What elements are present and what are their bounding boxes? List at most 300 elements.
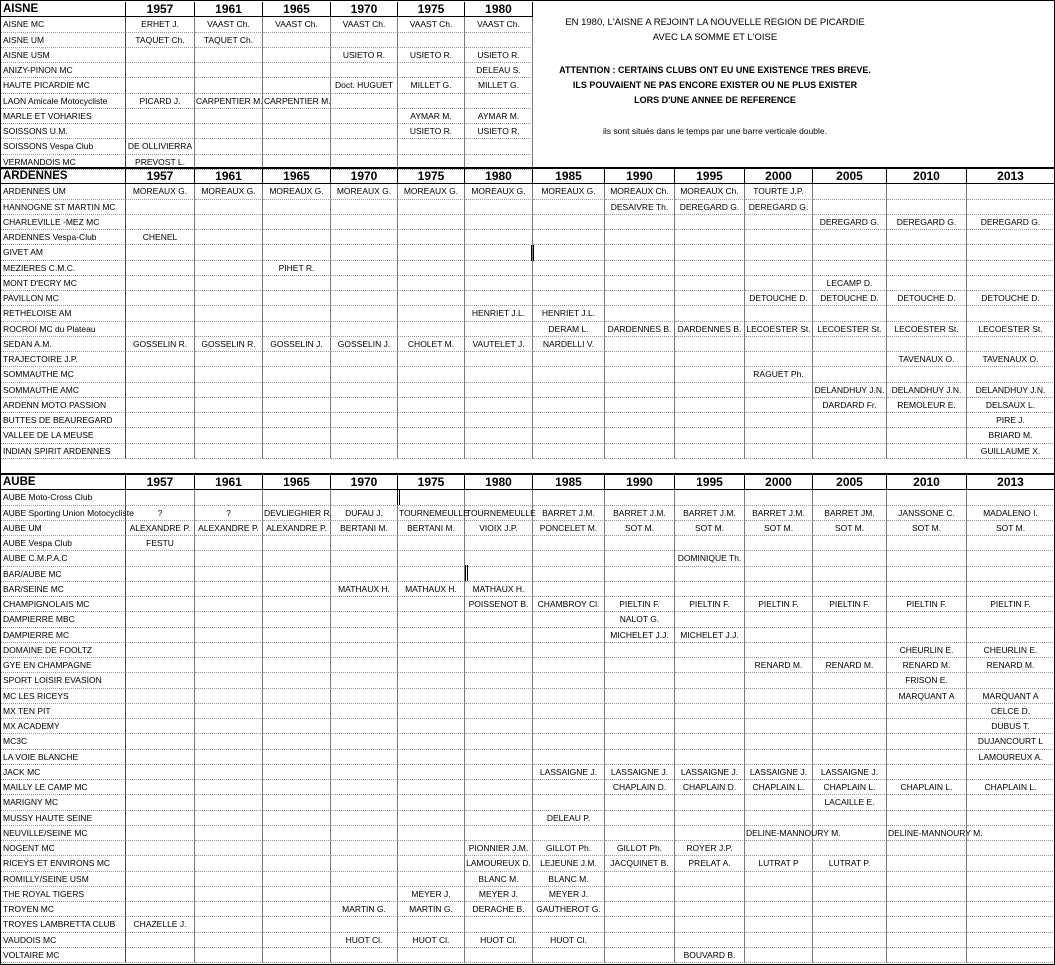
table-cell[interactable] [195, 567, 263, 582]
table-cell[interactable] [605, 261, 675, 276]
club-name[interactable]: RICEYS ET ENVIRONS MC [0, 856, 126, 871]
table-cell[interactable] [813, 872, 887, 887]
table-cell[interactable] [195, 245, 263, 260]
table-cell[interactable] [533, 291, 605, 306]
table-cell[interactable] [126, 383, 195, 398]
table-cell[interactable]: BRIARD M. [967, 428, 1055, 443]
table-cell[interactable] [195, 704, 263, 719]
table-cell[interactable] [967, 795, 1055, 810]
table-cell[interactable] [675, 413, 745, 428]
table-cell[interactable] [126, 398, 195, 413]
table-cell[interactable] [398, 306, 465, 321]
table-cell[interactable] [263, 139, 331, 154]
club-name[interactable]: AUBE C.M.P.A.C [0, 551, 126, 566]
table-cell[interactable] [398, 398, 465, 413]
table-cell[interactable] [126, 551, 195, 566]
table-cell[interactable]: MOREAUX G. [331, 184, 398, 199]
table-cell[interactable]: DUFAU J. [331, 506, 398, 521]
table-cell[interactable] [533, 200, 605, 215]
table-cell[interactable] [331, 795, 398, 810]
table-cell[interactable]: DEREGARD G. [813, 215, 887, 230]
club-name[interactable]: THE ROYAL TIGERS [0, 887, 126, 902]
table-cell[interactable] [331, 658, 398, 673]
table-cell[interactable] [605, 948, 675, 963]
table-cell[interactable] [331, 536, 398, 551]
table-cell[interactable]: HENRIET J.L. [465, 306, 533, 321]
club-name[interactable]: MUSSY HAUTE SEINE [0, 811, 126, 826]
table-cell[interactable] [398, 765, 465, 780]
table-cell[interactable] [263, 841, 331, 856]
table-cell[interactable]: DOMINIQUE Th. [675, 551, 745, 566]
table-cell[interactable] [195, 658, 263, 673]
table-cell[interactable] [813, 826, 887, 841]
table-cell[interactable]: LECOESTER St. [745, 322, 813, 337]
table-cell[interactable]: PIELTIN F. [605, 597, 675, 612]
table-cell[interactable] [263, 215, 331, 230]
table-cell[interactable] [126, 215, 195, 230]
table-cell[interactable] [605, 551, 675, 566]
table-cell[interactable] [745, 612, 813, 627]
table-cell[interactable] [745, 230, 813, 245]
table-cell[interactable]: SOT M. [605, 521, 675, 536]
club-name[interactable]: PAVILLON MC [0, 291, 126, 306]
table-cell[interactable] [605, 536, 675, 551]
club-name[interactable]: AUBE Moto-Cross Club [0, 490, 126, 505]
table-cell[interactable] [263, 811, 331, 826]
table-cell[interactable] [967, 245, 1055, 260]
table-cell[interactable]: MOREAUX G. [263, 184, 331, 199]
table-cell[interactable] [887, 948, 967, 963]
table-cell[interactable] [398, 551, 465, 566]
table-cell[interactable] [533, 215, 605, 230]
table-cell[interactable] [195, 689, 263, 704]
table-cell[interactable] [126, 689, 195, 704]
table-cell[interactable] [813, 673, 887, 688]
table-cell[interactable] [533, 795, 605, 810]
table-cell[interactable] [126, 352, 195, 367]
table-cell[interactable] [126, 841, 195, 856]
table-cell[interactable] [887, 444, 967, 459]
table-cell[interactable]: TOURTE J.P. [745, 184, 813, 199]
table-cell[interactable] [675, 245, 745, 260]
table-cell[interactable] [331, 413, 398, 428]
table-cell[interactable] [675, 750, 745, 765]
club-name[interactable]: VAUDOIS MC [0, 933, 126, 948]
table-cell[interactable] [263, 673, 331, 688]
table-cell[interactable] [398, 826, 465, 841]
table-cell[interactable] [126, 48, 195, 63]
table-cell[interactable] [263, 917, 331, 932]
table-cell[interactable] [263, 551, 331, 566]
club-name[interactable]: SOMMAUTHE MC [0, 367, 126, 382]
table-cell[interactable]: GUILLAUME X. [967, 444, 1055, 459]
table-cell[interactable] [887, 811, 967, 826]
table-cell[interactable]: CELCE D. [967, 704, 1055, 719]
table-cell[interactable]: USIETO R. [398, 124, 465, 139]
table-cell[interactable] [195, 917, 263, 932]
table-cell[interactable] [967, 673, 1055, 688]
table-cell[interactable] [745, 872, 813, 887]
table-cell[interactable] [195, 261, 263, 276]
table-cell[interactable] [967, 612, 1055, 627]
table-cell[interactable] [675, 428, 745, 443]
table-cell[interactable]: JACQUINET B. [605, 856, 675, 871]
table-cell[interactable] [813, 902, 887, 917]
club-name[interactable]: AISNE USM [0, 48, 126, 63]
table-cell[interactable] [398, 352, 465, 367]
table-cell[interactable] [398, 628, 465, 643]
table-cell[interactable] [263, 933, 331, 948]
table-cell[interactable] [605, 933, 675, 948]
table-cell[interactable]: LECOESTER St. [887, 322, 967, 337]
table-cell[interactable]: AYMAR M. [398, 109, 465, 124]
table-cell[interactable] [195, 933, 263, 948]
club-name[interactable]: TROYES LAMBRETTA CLUB [0, 917, 126, 932]
table-cell[interactable] [745, 750, 813, 765]
table-cell[interactable] [126, 780, 195, 795]
table-cell[interactable]: ALEXANDRE P. [263, 521, 331, 536]
table-cell[interactable] [887, 567, 967, 582]
table-cell[interactable] [533, 689, 605, 704]
table-cell[interactable] [465, 948, 533, 963]
club-name[interactable]: LAON Amicale Motocycliste [0, 94, 126, 109]
table-cell[interactable] [398, 276, 465, 291]
table-cell[interactable] [745, 887, 813, 902]
table-cell[interactable] [813, 444, 887, 459]
table-cell[interactable] [745, 704, 813, 719]
table-cell[interactable] [605, 567, 675, 582]
table-cell[interactable] [195, 826, 263, 841]
table-cell[interactable]: DUBUS T. [967, 719, 1055, 734]
table-cell[interactable] [398, 872, 465, 887]
table-cell[interactable] [967, 887, 1055, 902]
club-name[interactable]: SOISSONS Vespa Club [0, 139, 126, 154]
table-cell[interactable] [331, 750, 398, 765]
table-cell[interactable] [745, 582, 813, 597]
table-cell[interactable]: LASSAIGNE J. [745, 765, 813, 780]
table-cell[interactable] [745, 215, 813, 230]
table-cell[interactable] [126, 765, 195, 780]
table-cell[interactable] [887, 536, 967, 551]
table-cell[interactable] [675, 276, 745, 291]
table-cell[interactable]: CHAPLAIN L. [745, 780, 813, 795]
table-cell[interactable] [605, 689, 675, 704]
table-cell[interactable] [887, 719, 967, 734]
table-cell[interactable] [605, 658, 675, 673]
table-cell[interactable] [195, 352, 263, 367]
table-cell[interactable]: MICHELET J.J. [675, 628, 745, 643]
table-cell[interactable] [398, 567, 465, 582]
table-cell[interactable] [195, 750, 263, 765]
table-cell[interactable] [533, 367, 605, 382]
table-cell[interactable] [263, 33, 331, 48]
table-cell[interactable] [195, 902, 263, 917]
club-name[interactable]: ROMILLY/SEINE USM [0, 872, 126, 887]
table-cell[interactable]: DERAM L. [533, 322, 605, 337]
table-cell[interactable] [331, 490, 398, 505]
table-cell[interactable] [331, 917, 398, 932]
table-cell[interactable] [745, 428, 813, 443]
table-cell[interactable] [465, 643, 533, 658]
table-cell[interactable] [605, 413, 675, 428]
table-cell[interactable] [263, 109, 331, 124]
table-cell[interactable] [675, 887, 745, 902]
table-cell[interactable] [813, 643, 887, 658]
table-cell[interactable] [887, 795, 967, 810]
table-cell[interactable] [195, 230, 263, 245]
table-cell[interactable] [263, 628, 331, 643]
table-cell[interactable] [605, 306, 675, 321]
table-cell[interactable] [126, 306, 195, 321]
table-cell[interactable] [126, 291, 195, 306]
table-cell[interactable] [967, 276, 1055, 291]
table-cell[interactable] [967, 841, 1055, 856]
club-name[interactable]: AUBE Sporting Union Motocycliste [0, 506, 126, 521]
table-cell[interactable]: RAGUET Ph. [745, 367, 813, 382]
table-cell[interactable] [263, 428, 331, 443]
club-name[interactable]: LA VOIE BLANCHE [0, 750, 126, 765]
table-cell[interactable]: PICARD J. [126, 94, 195, 109]
table-cell[interactable] [605, 215, 675, 230]
table-cell[interactable]: MATHAUX H. [465, 582, 533, 597]
table-cell[interactable]: DETOUCHE D. [967, 291, 1055, 306]
table-cell[interactable]: DELSAUX L. [967, 398, 1055, 413]
table-cell[interactable] [533, 612, 605, 627]
table-cell[interactable] [533, 750, 605, 765]
table-cell[interactable] [967, 200, 1055, 215]
table-cell[interactable] [605, 444, 675, 459]
table-cell[interactable] [675, 689, 745, 704]
table-cell[interactable] [398, 841, 465, 856]
table-cell[interactable]: DELINE-MANNOURY M. [745, 826, 813, 841]
table-cell[interactable] [331, 383, 398, 398]
table-cell[interactable] [331, 444, 398, 459]
table-cell[interactable]: MOREAUX G. [398, 184, 465, 199]
table-cell[interactable]: VAAST Ch. [465, 17, 533, 32]
table-cell[interactable]: TAVENAUX O. [967, 352, 1055, 367]
table-cell[interactable] [813, 612, 887, 627]
table-cell[interactable] [675, 643, 745, 658]
table-cell[interactable] [398, 704, 465, 719]
table-cell[interactable] [331, 856, 398, 871]
table-cell[interactable] [465, 444, 533, 459]
table-cell[interactable] [331, 139, 398, 154]
table-cell[interactable] [126, 200, 195, 215]
table-cell[interactable] [331, 612, 398, 627]
table-cell[interactable]: GOSSELIN R. [126, 337, 195, 352]
table-cell[interactable]: CHAZELLE J. [126, 917, 195, 932]
table-cell[interactable] [887, 765, 967, 780]
table-cell[interactable] [465, 94, 533, 109]
table-cell[interactable] [675, 444, 745, 459]
table-cell[interactable] [813, 811, 887, 826]
table-cell[interactable] [465, 795, 533, 810]
table-cell[interactable] [967, 826, 1055, 841]
table-cell[interactable] [675, 933, 745, 948]
table-cell[interactable] [967, 872, 1055, 887]
table-cell[interactable]: BARRET J.M. [605, 506, 675, 521]
table-cell[interactable] [331, 428, 398, 443]
club-name[interactable]: TRAJECTOIRE J.P. [0, 352, 126, 367]
table-cell[interactable] [126, 444, 195, 459]
table-cell[interactable] [126, 643, 195, 658]
table-cell[interactable] [126, 826, 195, 841]
table-cell[interactable] [195, 63, 263, 78]
table-cell[interactable] [967, 567, 1055, 582]
table-cell[interactable]: USIETO R. [331, 48, 398, 63]
table-cell[interactable]: DEREGARD G. [887, 215, 967, 230]
table-cell[interactable] [195, 872, 263, 887]
table-cell[interactable] [398, 367, 465, 382]
table-cell[interactable] [533, 643, 605, 658]
table-cell[interactable] [126, 109, 195, 124]
table-cell[interactable] [967, 811, 1055, 826]
table-cell[interactable] [605, 704, 675, 719]
table-cell[interactable]: RENARD M. [813, 658, 887, 673]
table-cell[interactable] [605, 291, 675, 306]
table-cell[interactable] [813, 490, 887, 505]
table-cell[interactable] [887, 306, 967, 321]
table-cell[interactable] [675, 536, 745, 551]
table-cell[interactable]: TAVENAUX O. [887, 352, 967, 367]
table-cell[interactable] [195, 887, 263, 902]
table-cell[interactable] [887, 841, 967, 856]
club-name[interactable]: ARDENN MOTO PASSION [0, 398, 126, 413]
table-cell[interactable] [967, 184, 1055, 199]
table-cell[interactable] [331, 352, 398, 367]
table-cell[interactable]: CHEURLIN E. [887, 643, 967, 658]
table-cell[interactable] [126, 704, 195, 719]
table-cell[interactable]: CHAMBROY Cl. [533, 597, 605, 612]
table-cell[interactable] [605, 811, 675, 826]
table-cell[interactable] [605, 230, 675, 245]
table-cell[interactable] [398, 734, 465, 749]
table-cell[interactable] [331, 230, 398, 245]
table-cell[interactable] [465, 383, 533, 398]
table-cell[interactable]: PREVOST L. [126, 155, 195, 170]
table-cell[interactable] [745, 719, 813, 734]
table-cell[interactable] [887, 917, 967, 932]
table-cell[interactable] [263, 200, 331, 215]
table-cell[interactable] [675, 230, 745, 245]
table-cell[interactable] [263, 245, 331, 260]
table-cell[interactable] [331, 811, 398, 826]
table-cell[interactable] [887, 367, 967, 382]
table-cell[interactable]: LASSAIGNE J. [605, 765, 675, 780]
table-cell[interactable] [126, 948, 195, 963]
table-cell[interactable]: CHAPLAIN L. [887, 780, 967, 795]
table-cell[interactable] [887, 582, 967, 597]
club-name[interactable]: ANIZY-PINON MC [0, 63, 126, 78]
table-cell[interactable] [745, 841, 813, 856]
table-cell[interactable] [263, 567, 331, 582]
table-cell[interactable] [887, 337, 967, 352]
table-cell[interactable] [605, 643, 675, 658]
table-cell[interactable]: MARQUANT A [887, 689, 967, 704]
table-cell[interactable] [465, 490, 533, 505]
table-cell[interactable]: PIONNIER J.M. [465, 841, 533, 856]
table-cell[interactable]: PRELAT A. [675, 856, 745, 871]
table-cell[interactable] [967, 367, 1055, 382]
club-name[interactable]: MX ACADEMY [0, 719, 126, 734]
table-cell[interactable] [465, 428, 533, 443]
table-cell[interactable] [331, 94, 398, 109]
table-cell[interactable]: HUOT Cl. [465, 933, 533, 948]
club-name[interactable]: VALLEE DE LA MEUSE [0, 428, 126, 443]
table-cell[interactable] [398, 413, 465, 428]
table-cell[interactable] [675, 872, 745, 887]
club-name[interactable]: AUBE UM [0, 521, 126, 536]
table-cell[interactable]: BARRET J.M. [745, 506, 813, 521]
table-cell[interactable] [533, 826, 605, 841]
table-cell[interactable] [533, 245, 605, 260]
table-cell[interactable] [533, 276, 605, 291]
table-cell[interactable]: DELINE-MANNOURY M. [887, 826, 967, 841]
club-name[interactable]: VOLTAIRE MC [0, 948, 126, 963]
table-cell[interactable] [605, 917, 675, 932]
table-cell[interactable] [398, 200, 465, 215]
table-cell[interactable]: CARPENTIER M. [195, 94, 263, 109]
table-cell[interactable] [967, 551, 1055, 566]
table-cell[interactable] [675, 291, 745, 306]
table-cell[interactable] [263, 887, 331, 902]
table-cell[interactable] [533, 673, 605, 688]
table-cell[interactable] [331, 597, 398, 612]
table-cell[interactable] [813, 887, 887, 902]
club-name[interactable]: BUTTES DE BEAUREGARD [0, 413, 126, 428]
table-cell[interactable] [263, 78, 331, 93]
table-cell[interactable] [465, 567, 533, 582]
table-cell[interactable] [398, 63, 465, 78]
table-cell[interactable] [465, 215, 533, 230]
table-cell[interactable] [263, 291, 331, 306]
table-cell[interactable]: USIETO R. [465, 124, 533, 139]
table-cell[interactable] [605, 887, 675, 902]
club-name[interactable]: AISNE UM [0, 33, 126, 48]
table-cell[interactable] [465, 765, 533, 780]
table-cell[interactable]: MEYER J. [533, 887, 605, 902]
table-cell[interactable] [195, 673, 263, 688]
table-cell[interactable] [745, 383, 813, 398]
table-cell[interactable] [533, 444, 605, 459]
table-cell[interactable] [195, 612, 263, 627]
table-cell[interactable] [263, 658, 331, 673]
table-cell[interactable] [465, 628, 533, 643]
table-cell[interactable]: MOREAUX G. [465, 184, 533, 199]
table-cell[interactable]: SOT M. [967, 521, 1055, 536]
table-cell[interactable]: TOURNEMEULLE [465, 506, 533, 521]
table-cell[interactable] [887, 428, 967, 443]
table-cell[interactable] [813, 184, 887, 199]
table-cell[interactable] [813, 413, 887, 428]
table-cell[interactable] [331, 872, 398, 887]
table-cell[interactable] [263, 780, 331, 795]
club-name[interactable]: ARDENNES Vespa-Club [0, 230, 126, 245]
table-cell[interactable] [675, 567, 745, 582]
table-cell[interactable] [605, 276, 675, 291]
table-cell[interactable]: MOREAUX G. [126, 184, 195, 199]
table-cell[interactable] [398, 383, 465, 398]
table-cell[interactable] [263, 612, 331, 627]
table-cell[interactable] [813, 428, 887, 443]
club-name[interactable]: JACK MC [0, 765, 126, 780]
table-cell[interactable] [195, 48, 263, 63]
table-cell[interactable] [745, 673, 813, 688]
table-cell[interactable] [533, 352, 605, 367]
table-cell[interactable] [605, 734, 675, 749]
table-cell[interactable]: LACAILLE E. [813, 795, 887, 810]
table-cell[interactable] [887, 628, 967, 643]
